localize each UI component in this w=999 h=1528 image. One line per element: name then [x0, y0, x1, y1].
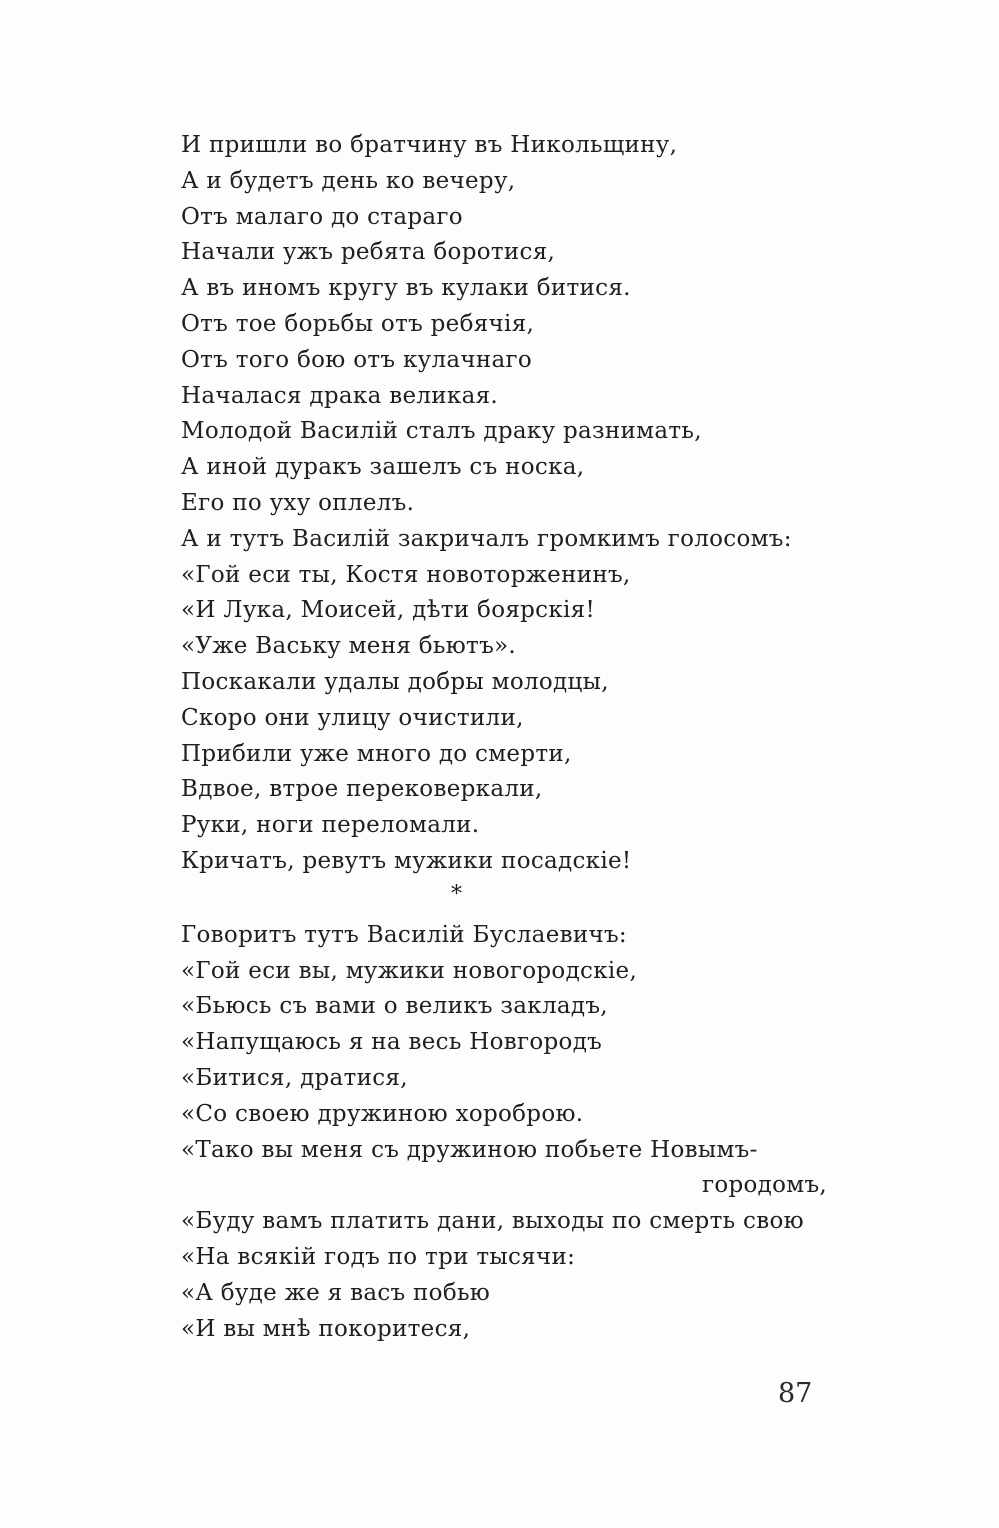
poem-line: «Бьюсь съ вами о великъ закладъ,	[181, 993, 608, 1020]
poem-line: «Уже Ваську меня бьютъ».	[181, 633, 516, 660]
poem-line: Его по уху оплелъ.	[181, 489, 415, 516]
poem-line: Отъ малаго до стараго	[181, 203, 463, 230]
poem-line: А и тутъ Василій закричалъ громкимъ голосомъ:	[181, 525, 792, 552]
poem-line: Кричатъ, ревутъ мужики посадскіе!	[181, 847, 632, 874]
poem-text	[181, 128, 841, 1347]
poem-line: Прибили уже много до смерти,	[181, 740, 572, 767]
poem-line: Начали ужъ ребята боротися,	[181, 239, 556, 266]
stanza-1	[181, 128, 841, 880]
poem-line: «Со своею дружиною хороброю.	[181, 1100, 584, 1127]
poem-line: «А буде же я васъ побью	[181, 1279, 491, 1306]
poem-line: «На всякій годъ по три тысячи:	[181, 1243, 576, 1270]
poem-line: Говоритъ тутъ Василій Буслаевичъ:	[181, 921, 627, 948]
poem-line: Скоро они улицу очистили,	[181, 704, 524, 731]
poem-line: Молодой Василій сталъ драку разнимать,	[181, 418, 702, 445]
poem-line: «Тако вы меня съ дружиною побьете Новымъ-	[181, 1136, 758, 1163]
stanza-2	[181, 918, 841, 1204]
poem-line: «Гой еси вы, мужики новогородскіе,	[181, 957, 638, 984]
poem-line: «Буду вамъ платить дани, выходы по смерть свою	[181, 1208, 804, 1235]
poem-line: Началася драка великая.	[181, 382, 499, 409]
separator-gap	[181, 910, 841, 918]
poem-line: Поскакали удалы добры молодцы,	[181, 668, 609, 695]
poem-line: А и будетъ день ко вечеру,	[181, 167, 516, 194]
poem-line: «Битися, дратися,	[181, 1064, 408, 1091]
poem-line: «И Лука, Моисей, дѣти боярскія!	[181, 597, 596, 624]
poem-line: «Напущаюсь я на весь Новгородъ	[181, 1029, 603, 1056]
stanza-3	[181, 1204, 841, 1347]
poem-line: Отъ того бою отъ кулачнаго	[181, 346, 533, 373]
poem-line: Вдвое, втрое перековеркали,	[181, 776, 543, 803]
section-separator: *	[451, 881, 463, 907]
poem-line: И пришли во братчину въ Никольщину,	[181, 132, 678, 158]
poem-line: А въ иномъ кругу въ кулаки битися.	[181, 275, 631, 302]
poem-line: «И вы мнѣ покоритеся,	[181, 1315, 471, 1342]
poem-line-continuation: городомъ,	[701, 1172, 827, 1199]
poem-line: А иной дуракъ зашелъ съ носка,	[181, 454, 585, 481]
poem-line: Руки, ноги переломали.	[181, 812, 480, 839]
poem-line: Отъ тое борьбы отъ ребячія,	[181, 310, 535, 337]
page-number: 87	[778, 1378, 813, 1409]
poem-line: «Гой еси ты, Костя новоторженинъ,	[181, 561, 631, 588]
